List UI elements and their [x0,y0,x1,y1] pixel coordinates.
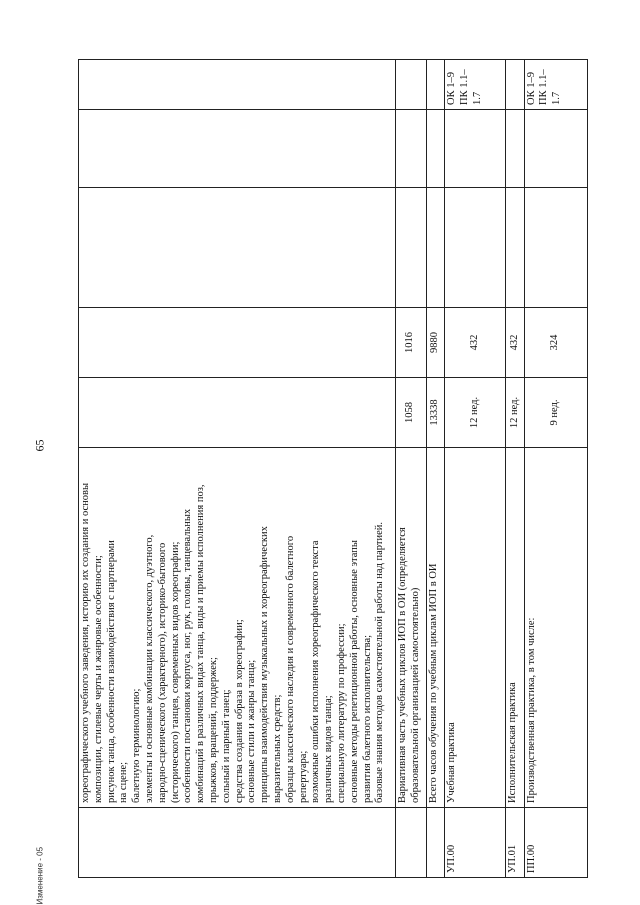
cell-description [524,448,587,808]
description-line: композиции, стилевые черты и жанровые особенности; [92,555,104,803]
description-line: образовательной организацией самостоятельно) [409,587,421,803]
description-line: образцы классического наследия и современного балетного [284,535,296,803]
description-line: народно-сценического (характерного), историко-бытового [156,542,168,803]
description-line: Учебная практика [445,722,457,803]
description-line: особенности постановки корпуса, ног, рук, головы, танцевальных [182,508,194,803]
cell-competencies [79,60,396,110]
cell-code [395,808,426,878]
description-line: Исполнительская практика [507,682,519,803]
description-line: Производственная практика, в том числе: [525,617,537,803]
cell-col5 [426,188,444,308]
description-line: элементы и основные комбинации классического, дуэтного, [143,534,155,803]
description-line: развития балетного исполнительства; [361,634,373,803]
cell-competencies: ОК 1–9 ПК 1.1– 1.7 [524,60,587,110]
cell-col5 [395,188,426,308]
table-row [444,60,505,878]
description-line: (исторического) танцев, современных видов хореографии; [169,541,181,803]
table-row [79,60,396,878]
cell-max-load: 12 нед. [444,378,505,448]
description-line: на сцене; [118,761,130,803]
cell-required-load: 324 [524,308,587,378]
description-line: возможные ошибки исполнения хореографического текста [310,540,322,803]
cell-col6 [79,110,396,188]
table-body [79,60,588,878]
description-line: средства создания образа в хореографии; [233,619,245,803]
table-row [524,60,587,878]
cell-max-load [79,378,396,448]
description-line: рисунок танца, особенности взаимодействия с партнерами [105,540,117,803]
description-line: Всего часов обучения по учебным циклам ИОП в ОИ [427,563,439,803]
cell-required-load: 1016 [395,308,426,378]
cell-competencies: ОК 1–9 ПК 1.1– 1.7 [444,60,505,110]
description-line: хореографического учебного заведения, историю их создания и основы [80,482,91,803]
description-line: Вариативная часть учебных циклов ИОП в ОИ (определяется [396,527,408,803]
cell-competencies [395,60,426,110]
cell-max-load: 12 нед. [506,378,524,448]
table-row [395,60,426,878]
cell-description [506,448,524,808]
description-line: основные методы репетиционной работы, основные этапы [348,540,360,803]
cell-col6 [426,110,444,188]
cell-required-load: 432 [506,308,524,378]
cell-col6 [524,110,587,188]
description-line: базовые знания методов самостоятельной работы над партией. [374,521,386,803]
cell-code: УП.00 [444,808,505,878]
description-line: репертуара; [297,750,309,803]
cell-max-load: 1058 [395,378,426,448]
cell-col6 [444,110,505,188]
cell-competencies [506,60,524,110]
cell-required-load [79,308,396,378]
table-row [506,60,524,878]
cell-code: ПП.00 [524,808,587,878]
description-line: различных видов танца; [323,695,335,803]
cell-col5 [444,188,505,308]
description-line: сольный и парный танец; [220,689,232,803]
cell-competencies [426,60,444,110]
cell-description [79,448,396,808]
curriculum-table-rotated [78,60,588,878]
description-line: основные стили и жанры танца; [246,659,258,803]
curriculum-table [78,59,588,878]
table-row [426,60,444,878]
cell-max-load: 13338 [426,378,444,448]
cell-code [426,808,444,878]
cell-required-load: 432 [444,308,505,378]
cell-code: УП.01 [506,808,524,878]
description-line: принципы взаимодействия музыкальных и хореографических [259,526,271,803]
cell-col5 [506,188,524,308]
description-line: специальную литературу по профессии; [335,623,347,803]
cell-code [79,808,396,878]
footer-note: Изменение - 05 [35,846,45,905]
description-line: прыжков, вращений, поддержек; [207,657,219,803]
page-number: 65 [32,439,47,452]
cell-col5 [79,188,396,308]
cell-required-load: 9880 [426,308,444,378]
description-line: выразительных средств; [271,694,283,803]
cell-description [395,448,426,808]
cell-col5 [524,188,587,308]
description-line: балетную терминологию; [131,688,143,803]
cell-col6 [395,110,426,188]
cell-description [444,448,505,808]
cell-max-load: 9 нед. [524,378,587,448]
cell-col6 [506,110,524,188]
cell-description [426,448,444,808]
description-line: комбинаций в различных видах танца, виды и приемы исполнения поз, [195,484,207,803]
